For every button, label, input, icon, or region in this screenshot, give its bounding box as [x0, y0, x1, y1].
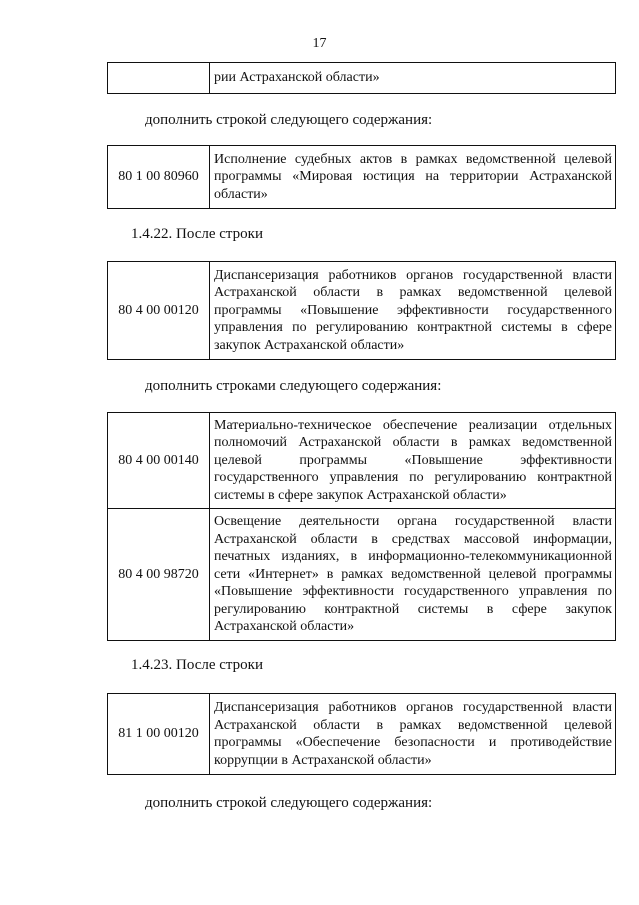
budget-code-cell: 80 4 00 98720: [108, 509, 210, 641]
table-row: [108, 509, 616, 641]
budget-code-table: [107, 145, 616, 209]
section-heading: 1.4.23. После строки: [131, 657, 263, 673]
instruction-paragraph: дополнить строкой следующего содержания:: [145, 795, 433, 811]
description-cell: Исполнение судебных актов в рамках ведомственной целевой программы «Мировая юстиция на территории Астраханской области»: [210, 146, 616, 209]
budget-code-cell: 81 1 00 00120: [108, 694, 210, 775]
budget-code-cell: 80 1 00 80960: [108, 146, 210, 209]
instruction-paragraph: дополнить строкой следующего содержания:: [145, 112, 433, 128]
section-heading: 1.4.22. После строки: [131, 226, 263, 242]
table-row: [108, 413, 616, 509]
budget-code-table: [107, 261, 616, 360]
table-row: [108, 262, 616, 360]
budget-code-cell: 80 4 00 00120: [108, 262, 210, 360]
instruction-paragraph: дополнить строками следующего содержания:: [145, 378, 442, 394]
description-cell: Материально-техническое обеспечение реализации отдельных полномочий Астраханской области в рамках ведомственной целевой программы «Повышение эффективности государственного управления по регулированию контрактной системы в сфере закупок Астраханской области»: [210, 413, 616, 509]
description-cell: Освещение деятельности органа государственной власти Астраханской области в средствах массовой информации, печатных изданиях, в информационно-телекоммуникационной сети «Интернет» в рамках ведомственной целевой программы «Повышение эффективности государственного управления по регулированию контрактной системы в сфере закупок Астраханской области»: [210, 509, 616, 641]
description-cell: рии Астраханской области»: [210, 63, 616, 94]
budget-code-table: [107, 693, 616, 775]
budget-code-cell: 80 4 00 00140: [108, 413, 210, 509]
table-row: [108, 63, 616, 94]
page-number: 17: [312, 36, 327, 51]
budget-code-table: [107, 412, 616, 641]
table-row: [108, 146, 616, 209]
continuation-table: [107, 62, 616, 94]
budget-code-cell: [108, 63, 210, 94]
table-row: [108, 694, 616, 775]
description-cell: Диспансеризация работников органов государственной власти Астраханской области в рамках ведомственной целевой программы «Обеспечение безопасности и противодействие коррупции в Астраханской области»: [210, 694, 616, 775]
description-cell: Диспансеризация работников органов государственной власти Астраханской области в рамках ведомственной целевой программы «Повышение эффективности государственного управления по регулированию контрактной системы в сфере закупок Астраханской области»: [210, 262, 616, 360]
